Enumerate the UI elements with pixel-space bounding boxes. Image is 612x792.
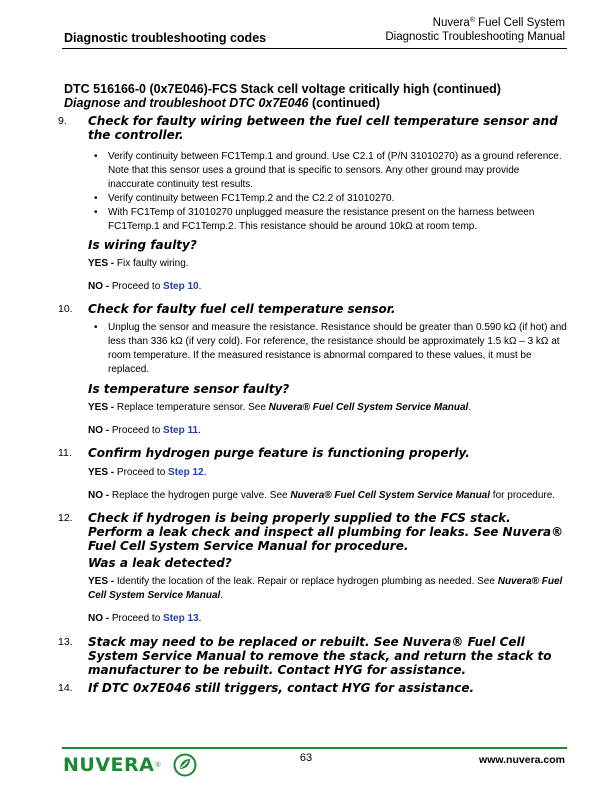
step-question: Is temperature sensor faulty? <box>88 382 290 396</box>
answer-yes <box>88 257 567 271</box>
step-13 <box>58 635 567 677</box>
logo-registered-mark: ® <box>155 761 161 769</box>
header-manual-title <box>385 14 565 44</box>
step-title: Check for faulty fuel cell temperature sensor. <box>88 302 396 316</box>
answer-text: Replace temperature sensor. See <box>114 402 269 413</box>
answer-no <box>88 612 567 626</box>
answer-no <box>88 489 567 503</box>
step-title: Check for faulty wiring between the fuel cell temperature sensor and the controller. <box>88 114 558 142</box>
step-number: 10. <box>58 303 73 315</box>
page-content <box>58 82 567 695</box>
answer-end: . <box>203 467 207 478</box>
step-title: If DTC 0x7E046 still triggers, contact HYG for assistance. <box>88 681 475 695</box>
answer-end: . <box>198 281 202 292</box>
bullet-list <box>94 150 567 234</box>
answer-yes <box>88 466 567 480</box>
bullet-item: • Verify continuity between FC1Temp.1 and ground. Use C2.1 of (P/N 31010270) as a ground reference. Note that this sensor uses a ground that is specific to sensors. Any other ground may provide inaccurate continuity test results. <box>94 150 567 192</box>
answer-text: Proceed to <box>109 425 164 436</box>
no-label: NO - <box>88 613 110 624</box>
step-number: 9. <box>58 115 67 127</box>
header-section-title: Diagnostic troubleshooting codes <box>64 31 267 45</box>
answer-no <box>88 280 567 294</box>
header-manual-name: Diagnostic Troubleshooting Manual <box>385 31 565 43</box>
step-number: 13. <box>58 636 73 648</box>
step-10-link[interactable]: Step 10 <box>163 281 199 292</box>
answer-yes <box>88 401 567 415</box>
bullet-list <box>94 321 567 377</box>
yes-label: YES - <box>88 258 115 269</box>
dtc-subtitle <box>64 96 567 110</box>
page-number: 63 <box>299 752 313 764</box>
no-label: NO - <box>88 281 110 292</box>
step-13-link[interactable]: Step 13 <box>163 613 199 624</box>
answer-text: Fix faulty wiring. <box>114 258 189 269</box>
step-9 <box>58 114 567 294</box>
bullet-item: • Verify continuity between FC1Temp.2 and the C2.2 of 31010270. <box>94 192 567 206</box>
bullet-item: • With FC1Temp of 31010270 unplugged measure the resistance present on the harness between FC1Temp.1 and FC1Temp.2. This resistance should be around 10kΩ at room temp. <box>94 206 567 234</box>
step-11-link[interactable]: Step 11 <box>163 425 199 436</box>
service-manual-reference: Nuvera® Fuel Cell System Service Manual <box>290 490 491 501</box>
dtc-subtitle-suffix: (continued) <box>308 96 381 110</box>
yes-label: YES - <box>88 402 115 413</box>
answer-end: . <box>468 402 472 413</box>
dtc-subtitle-italic: Diagnose and troubleshoot DTC 0x7E046 <box>64 96 309 110</box>
answer-text: Proceed to <box>109 613 164 624</box>
logo-wordmark: NUVERA <box>63 754 155 776</box>
step-question: Was a leak detected? <box>88 556 232 570</box>
step-14 <box>58 681 567 695</box>
no-label: NO - <box>88 490 110 501</box>
header-divider <box>62 48 567 49</box>
dtc-title: DTC 516166-0 (0x7E046)-FCS Stack cell voltage critically high (continued) <box>64 82 501 96</box>
header-product: Fuel Cell System <box>474 17 565 29</box>
answer-text: Replace the hydrogen purge valve. See <box>109 490 291 501</box>
step-title: Confirm hydrogen purge feature is functioning properly. <box>88 446 470 460</box>
answer-text: Proceed to <box>109 281 164 292</box>
answer-end: . <box>220 590 224 601</box>
step-title: Check if hydrogen is being properly supplied to the FCS stack. Perform a leak check and inspect all plumbing for leaks. See Nuvera® Fuel Cell System Service Manual for procedure. <box>88 511 564 553</box>
step-10 <box>58 302 567 438</box>
answer-text: Identify the location of the leak. Repair or replace hydrogen plumbing as needed. See <box>114 576 498 587</box>
step-11 <box>58 446 567 503</box>
step-question: Is wiring faulty? <box>88 238 197 252</box>
step-number: 11. <box>58 447 72 459</box>
answer-no <box>88 424 567 438</box>
website-link[interactable]: www.nuvera.com <box>479 754 565 766</box>
service-manual-reference: Nuvera® Fuel Cell System Service Manual <box>88 576 563 601</box>
step-12-link[interactable]: Step 12 <box>168 467 204 478</box>
step-number: 14. <box>58 682 73 694</box>
answer-end: for procedure. <box>490 490 556 501</box>
step-12 <box>58 511 567 626</box>
answer-end: . <box>198 425 201 436</box>
footer-divider <box>62 747 567 749</box>
answer-yes <box>88 575 567 603</box>
yes-label: YES - <box>88 576 115 587</box>
answer-text: Proceed to <box>114 467 169 478</box>
answer-end: . <box>198 613 202 624</box>
no-label: NO - <box>88 425 110 436</box>
header-registered-mark: ® <box>469 17 475 24</box>
yes-label: YES - <box>88 467 115 478</box>
step-title: Stack may need to be replaced or rebuilt. See Nuvera® Fuel Cell System Service Manual to remove the stack, and return the stack to manufacturer to be rebuilt. Contact HYG for assistance. <box>88 635 552 677</box>
bullet-item: • Unplug the sensor and measure the resistance. Resistance should be greater than 0.590 kΩ (if hot) and less than 336 kΩ (if very cold). For reference, the resistance should be approximately 1.5 kΩ – 3 kΩ at room temperature. If the measured resistance is abnormal compared to these values, it must be replaced. <box>94 321 567 377</box>
step-number: 12. <box>58 512 73 524</box>
service-manual-reference: Nuvera® Fuel Cell System Service Manual <box>268 402 469 413</box>
header-brand: Nuvera <box>432 17 470 29</box>
